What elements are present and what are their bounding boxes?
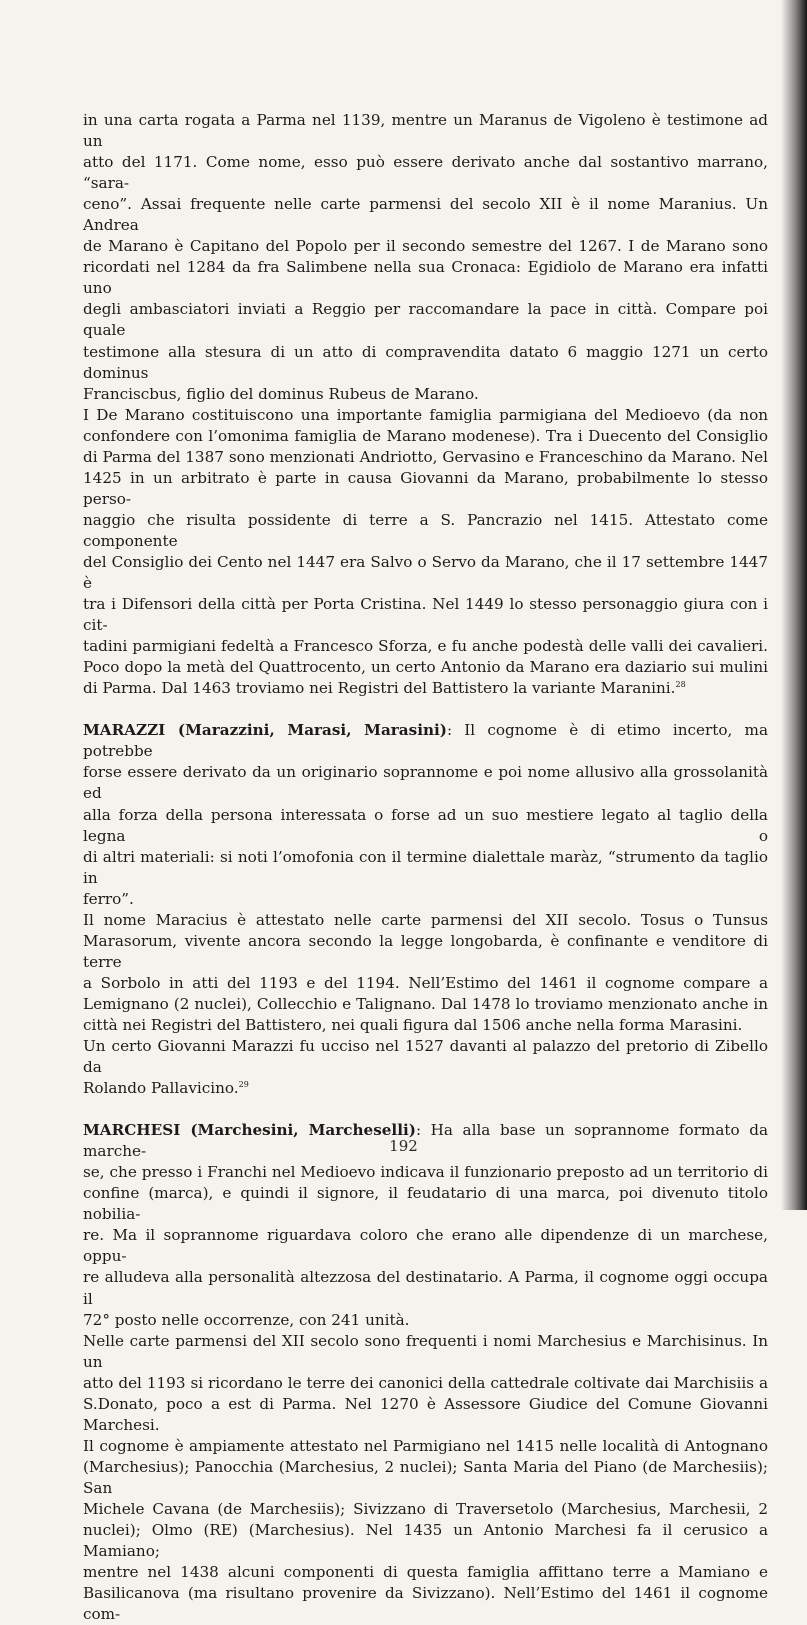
line-text: in una carta rogata a Parma nel 1139, mentre un Maranus de Vigoleno è testimone ad un [83, 111, 768, 151]
line-text: del Consiglio dei Cento nel 1447 era Salvo o Servo da Marano, che il 17 settembre 1447 è [83, 552, 768, 593]
line-text: testimone alla stesura di un atto di compravendita datato 6 maggio 1271 un certo dominus [83, 342, 768, 382]
paragraph-marano-family [83, 405, 768, 700]
text-line [83, 1267, 768, 1309]
text-line [83, 468, 768, 510]
text-line [83, 1562, 768, 1583]
line-text: di altri materiali: si noti l’omofonia con il termine dialettale maràz, “strumento da taglio in [83, 847, 768, 887]
text-line [83, 1373, 768, 1394]
line-text: re. Ma il soprannome riguardava coloro che erano alle dipendenze di un marchese, oppu- [83, 1226, 768, 1266]
paragraph-marano-cont [83, 110, 768, 405]
text-line [83, 1078, 768, 1099]
line-text: mentre nel 1438 alcuni componenti di questa famiglia affittano terre a Mamiano e [83, 1563, 768, 1582]
text-line [83, 931, 768, 973]
line-text: (Marchesius); Panocchia (Marchesius, 2 nuclei); Santa Maria del Piano (de Marchesiis); San [83, 1457, 768, 1497]
text-line [83, 1583, 768, 1625]
text-line [83, 1436, 768, 1457]
text-line [83, 447, 768, 468]
text-line [83, 384, 768, 405]
text-line [83, 1331, 768, 1373]
line-text: di Parma del 1387 sono menzionati Andriotto, Gervasino e Franceschino da Marano. Nel [83, 447, 768, 466]
line-text: re alludeva alla personalità altezzosa del destinatario. A Parma, il cognome oggi occupa il [83, 1268, 768, 1308]
entry-heading: MARCHESI (Marchesini, Marcheselli) [83, 1121, 416, 1140]
line-text: tra i Difensori della città per Porta Cristina. Nel 1449 lo stesso personaggio giura con i cit- [83, 595, 768, 635]
line-text: Nelle carte parmensi del XII secolo sono frequenti i nomi Marchesius e Marchisinus. In un [83, 1331, 768, 1371]
paragraph-marchesi-2 [83, 1331, 768, 1436]
line-text: confondere con l’omonima famiglia de Marano modenese). Tra i Duecento del Consiglio [83, 426, 768, 445]
line-text: : Il cognome è di etimo incerto, ma potrebbe [83, 721, 768, 761]
line-text: Franciscbus, figlio del dominus Rubeus de Marano. [83, 384, 479, 403]
line-text: Michele Cavana (de Marchesiis); Sivizzano di Traversetolo (Marchesius, Marchesii, 2 [83, 1500, 768, 1518]
line-text: atto del 1193 si ricordano le terre dei canonici della cattedrale coltivate dai Marchisiis a [83, 1373, 768, 1392]
paragraph-marazzi-3 [83, 1036, 768, 1099]
line-text: 1425 in un arbitrato è parte in causa Giovanni da Marano, probabilmente lo stesso perso- [83, 468, 768, 508]
line-text: tadini parmigiani fedeltà a Francesco Sforza, e fu anche podestà delle valli dei cavalieri. [83, 637, 768, 656]
line-text: S.Donato, poco a est di Parma. Nel 1270 è Assessore Giudice del Comune Giovanni [83, 1394, 768, 1413]
line-text: Poco dopo la metà del Quattrocento, un certo Antonio da Marano era daziario sui mulini [83, 658, 768, 677]
text-line [83, 973, 768, 994]
line-text: città nei Registri del Battistero, nei quali figura dal 1506 anche nella forma Marasini. [83, 1015, 743, 1034]
line-text: Rolando Pallavicino. [83, 1079, 239, 1098]
line-text: Marchesi. [83, 1415, 160, 1434]
text-line [83, 1457, 768, 1499]
line-text: se, che presso i Franchi nel Medioevo indicava il funzionario preposto ad un territorio di [83, 1163, 768, 1182]
text-line [83, 1394, 768, 1415]
line-text: : Ha alla base un soprannome formato da marche- [83, 1121, 769, 1161]
body-text [83, 110, 768, 1625]
line-text: ferro”. [83, 889, 134, 908]
line-text: de Marano è Capitano del Popolo per il secondo semestre del 1267. I de Marano sono [83, 237, 768, 256]
text-line [83, 657, 768, 678]
page-number: 192 [389, 1137, 418, 1155]
line-text: 72° posto nelle occorrenze, con 241 unità. [83, 1310, 410, 1329]
text-line [83, 994, 768, 1015]
line-text: atto del 1171. Come nome, esso può essere derivato anche dal sostantivo marrano, “sara- [83, 153, 768, 193]
entry-heading: MARAZZI (Marazzini, Marasi, Marasini) [83, 721, 447, 740]
text-line [83, 552, 768, 594]
text-line [83, 1015, 768, 1036]
text-line [83, 1183, 768, 1225]
paragraph-marazzi-2 [83, 910, 768, 1036]
text-line [83, 1036, 768, 1078]
line-text: confine (marca), e quindi il signore, il feudatario di una marca, poi divenuto titolo nobilia- [83, 1184, 768, 1224]
text-line [83, 342, 768, 384]
line-text: naggio che risulta possidente di terre a S. Pancrazio nel 1415. Attestato come componente [83, 510, 768, 550]
text-line [83, 720, 768, 762]
line-text: I De Marano costituiscono una importante famiglia parmigiana del Medioevo (da non [83, 405, 768, 424]
line-text: Lemignano (2 nuclei), Collecchio e Talignano. Dal 1478 lo troviamo menzionato anche in [83, 994, 768, 1013]
footnote-ref: 28 [675, 680, 686, 690]
line-text: degli ambasciatori inviati a Reggio per raccomandare la pace in città. Compare poi quale [83, 300, 768, 340]
line-text: Il nome Maracius è attestato nelle carte parmensi del XII secolo. Tosus o Tunsus [83, 910, 768, 929]
text-line [83, 110, 768, 152]
line-text: Basilicanova (ma risultano provenire da Sivizzano). Nell’Estimo del 1461 il cognome com- [83, 1584, 768, 1624]
line-text: forse essere derivato da un originario soprannome e poi nome allusivo alla grossolanità ed [83, 763, 768, 803]
line-text: Il cognome è ampiamente attestato nel Parmigiano nel 1415 nelle località di Antognano [83, 1436, 768, 1455]
text-line [83, 1162, 768, 1183]
paragraph-marchesi-3 [83, 1436, 768, 1625]
paragraph-marazzi-head [83, 720, 768, 909]
text-line [83, 510, 768, 552]
text-line [83, 1499, 768, 1520]
text-line [83, 194, 768, 236]
text-line [83, 762, 768, 804]
line-text: ricordati nel 1284 da fra Salimbene nella sua Cronaca: Egidiolo de Marano era infatti uno [83, 258, 768, 298]
text-line [83, 847, 768, 889]
text-line [83, 636, 768, 657]
line-text: Un certo Giovanni Marazzi fu ucciso nel 1527 davanti al palazzo del pretorio di Zibello da [83, 1037, 768, 1077]
text-line [83, 299, 768, 341]
text-line [83, 1225, 768, 1267]
line-text: di Parma. Dal 1463 troviamo nei Registri del Battistero la variante Maranini. [83, 679, 676, 698]
text-line [83, 1520, 768, 1562]
text-line [83, 678, 768, 699]
section-gap [83, 699, 768, 720]
text-line [83, 805, 768, 847]
line-text: nuclei); Olmo (RE) (Marchesius). Nel 1435 un Antonio Marchesi fa il cerusico a Mamiano; [83, 1521, 768, 1561]
text-line [83, 405, 768, 426]
text-line [83, 910, 768, 931]
line-text: alla forza della persona interessata o forse ad un suo mestiere legato al taglio della legna o [83, 805, 768, 845]
scan-edge-shadow [781, 0, 807, 1210]
text-line [83, 1415, 768, 1436]
text-line [83, 257, 768, 299]
text-line [83, 1310, 768, 1331]
text-line [83, 426, 768, 447]
line-text: Marasorum, vivente ancora secondo la legge longobarda, è confinante e venditore di terre [83, 931, 768, 971]
text-line [83, 889, 768, 910]
section-gap [83, 1099, 768, 1120]
text-line [83, 594, 768, 636]
text-line [83, 152, 768, 194]
footnote-ref: 29 [238, 1080, 249, 1090]
line-text: ceno”. Assai frequente nelle carte parmensi del secolo XII è il nome Maranius. Un Andrea [83, 195, 768, 235]
line-text: a Sorbolo in atti del 1193 e del 1194. Nell’Estimo del 1461 il cognome compare a [83, 973, 768, 992]
text-line [83, 236, 768, 257]
